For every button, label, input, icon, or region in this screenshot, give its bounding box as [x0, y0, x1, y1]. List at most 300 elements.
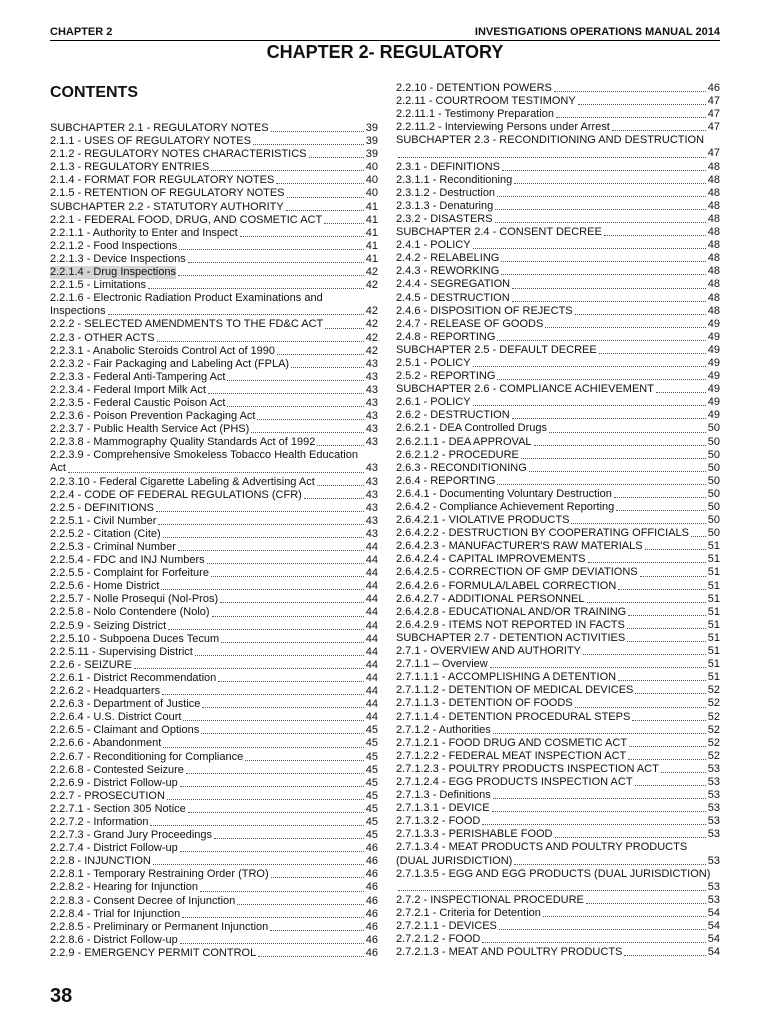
toc-entry[interactable] — [396, 200, 720, 213]
toc-entry[interactable] — [50, 881, 378, 894]
toc-entry[interactable] — [50, 476, 378, 489]
dot-leader — [277, 354, 364, 355]
dot-leader — [162, 694, 364, 695]
dot-leader — [691, 536, 706, 537]
toc-entry[interactable] — [396, 789, 720, 802]
toc-entry-title: 2.6.4.2.7 - ADDITIONAL PERSONNEL — [396, 592, 585, 605]
toc-entry[interactable] — [396, 161, 720, 174]
toc-entry[interactable] — [50, 384, 378, 397]
dot-leader — [317, 445, 363, 446]
toc-entry[interactable] — [396, 278, 720, 291]
toc-entry[interactable] — [396, 409, 720, 422]
toc-entry[interactable] — [396, 711, 720, 724]
toc-entry[interactable] — [396, 881, 720, 894]
toc-entry-page: 45 — [365, 763, 378, 776]
toc-entry[interactable] — [50, 214, 378, 227]
toc-entry[interactable] — [50, 410, 378, 423]
toc-left-column — [50, 122, 378, 960]
toc-entry[interactable] — [50, 489, 378, 502]
toc-entry-title: 2.2.5.9 - Seizing District — [50, 619, 167, 632]
toc-entry[interactable] — [50, 436, 378, 449]
toc-entry[interactable] — [50, 502, 378, 515]
toc-entry-page: 47 — [707, 108, 720, 121]
toc-entry[interactable] — [50, 541, 378, 554]
toc-entry-page: 50 — [707, 474, 720, 487]
dot-leader — [512, 288, 706, 289]
toc-entry[interactable] — [396, 606, 720, 619]
dot-leader — [545, 327, 705, 328]
toc-entry[interactable] — [396, 855, 720, 868]
toc-entry[interactable] — [50, 764, 378, 777]
toc-entry[interactable] — [396, 318, 720, 331]
toc-entry[interactable] — [396, 121, 720, 134]
toc-entry[interactable] — [396, 553, 720, 566]
toc-entry[interactable] — [396, 475, 720, 488]
dot-leader — [200, 891, 364, 892]
toc-entry-page: 39 — [365, 122, 378, 134]
dot-leader — [495, 222, 706, 223]
toc-entry[interactable] — [50, 803, 378, 816]
dot-leader — [207, 563, 364, 564]
toc-entry-title: 2.7.1.2.3 - POULTRY PRODUCTS INSPECTION ACT — [396, 762, 659, 775]
toc-entry[interactable] — [396, 514, 720, 527]
toc-entry-page: 49 — [707, 409, 720, 422]
dot-leader — [473, 405, 706, 406]
contents-heading: CONTENTS — [50, 84, 138, 101]
toc-entry[interactable] — [50, 201, 378, 214]
toc-entry[interactable] — [50, 646, 378, 659]
toc-entry[interactable] — [396, 239, 720, 252]
toc-entry-title: 2.2.8.5 - Preliminary or Permanent Injunction — [50, 920, 269, 933]
toc-entry-title: 2.3.2 - DISASTERS — [396, 212, 493, 225]
toc-entry-title: 2.4.7 - RELEASE OF GOODS — [396, 317, 544, 330]
toc-entry-title: SUBCHAPTER 2.2 - STATUTORY AUTHORITY — [50, 200, 284, 213]
toc-entry[interactable] — [396, 566, 720, 579]
toc-entry-title: 2.2.5.11 - Supervising District — [50, 645, 193, 658]
toc-entry-title: 2.7.1.1.2 - DETENTION OF MEDICAL DEVICES — [396, 684, 634, 697]
toc-entry-page: 51 — [707, 592, 720, 605]
toc-entry-title: SUBCHAPTER 2.6 - COMPLIANCE ACHIEVEMENT — [396, 383, 654, 396]
toc-entry[interactable] — [50, 449, 378, 462]
toc-entry[interactable] — [396, 396, 720, 409]
dot-leader — [153, 864, 364, 865]
toc-entry-title: 2.5.1 - POLICY — [396, 356, 471, 369]
toc-entry[interactable] — [50, 292, 378, 305]
toc-entry-page: 50 — [707, 527, 720, 540]
toc-entry-page: 42 — [365, 305, 378, 318]
dot-leader — [555, 837, 706, 838]
dot-leader — [325, 328, 364, 329]
dot-leader — [183, 720, 363, 721]
toc-entry-page: 52 — [707, 749, 720, 762]
toc-entry[interactable] — [50, 161, 378, 174]
toc-entry[interactable] — [396, 697, 720, 710]
toc-entry[interactable] — [396, 750, 720, 763]
toc-entry-title: 2.7.1.1 – Overview — [396, 658, 488, 671]
toc-entry[interactable] — [396, 383, 720, 396]
toc-entry[interactable] — [50, 659, 378, 672]
dot-leader — [156, 511, 364, 512]
toc-entry[interactable] — [50, 528, 378, 541]
toc-entry[interactable] — [50, 371, 378, 384]
toc-entry[interactable] — [396, 187, 720, 200]
toc-entry-title: 2.1.1 - USES OF REGULATORY NOTES — [50, 135, 251, 148]
toc-entry[interactable] — [50, 620, 378, 633]
toc-entry-page: 54 — [707, 920, 720, 932]
toc-entry-page: 43 — [365, 475, 378, 488]
toc-entry-page: 41 — [365, 200, 378, 213]
toc-entry[interactable] — [396, 776, 720, 789]
toc-entry-page: 51 — [707, 645, 720, 658]
toc-entry[interactable] — [396, 841, 720, 854]
dot-leader — [201, 733, 364, 734]
toc-entry[interactable] — [50, 816, 378, 829]
toc-entry[interactable] — [396, 828, 720, 841]
toc-entry-page: 45 — [365, 737, 378, 750]
toc-entry[interactable] — [396, 684, 720, 697]
toc-entry[interactable] — [50, 266, 378, 279]
toc-entry[interactable] — [50, 567, 378, 580]
dot-leader — [512, 301, 706, 302]
toc-entry[interactable] — [50, 698, 378, 711]
dot-leader — [220, 602, 364, 603]
toc-entry-page: 41 — [365, 252, 378, 265]
toc-entry-page: 52 — [707, 684, 720, 697]
toc-entry[interactable] — [396, 501, 720, 514]
dot-leader — [575, 314, 706, 315]
toc-entry-page: 43 — [365, 462, 378, 475]
dot-leader — [502, 170, 706, 171]
toc-entry[interactable] — [396, 580, 720, 593]
toc-entry-title: 2.2.1.2 - Food Inspections — [50, 239, 178, 252]
dot-leader — [575, 707, 706, 708]
toc-entry[interactable] — [396, 920, 720, 933]
dot-leader — [157, 341, 364, 342]
toc-entry[interactable] — [50, 253, 378, 266]
toc-entry[interactable] — [50, 515, 378, 528]
toc-entry[interactable] — [396, 174, 720, 187]
dot-leader — [554, 91, 706, 92]
toc-entry[interactable] — [50, 187, 378, 200]
dot-leader — [227, 380, 363, 381]
toc-entry-title: 2.6.2 - DESTRUCTION — [396, 409, 510, 422]
toc-entry[interactable] — [396, 147, 720, 160]
toc-entry[interactable] — [50, 593, 378, 606]
dot-leader — [398, 890, 706, 891]
toc-entry[interactable] — [50, 777, 378, 790]
toc-entry[interactable] — [396, 737, 720, 750]
toc-entry[interactable] — [396, 645, 720, 658]
toc-entry[interactable] — [50, 934, 378, 947]
toc-entry-title: (DUAL JURISDICTION) — [396, 854, 513, 867]
toc-entry[interactable] — [50, 947, 378, 960]
dot-leader — [645, 549, 706, 550]
toc-entry[interactable] — [50, 148, 378, 161]
toc-entry[interactable] — [396, 802, 720, 815]
toc-entry-title: 2.6.4.2.6 - FORMULA/LABEL CORRECTION — [396, 579, 617, 592]
toc-entry-title: 2.2.11.1 - Testimony Preparation — [396, 108, 554, 121]
dot-leader — [158, 524, 363, 525]
toc-entry[interactable] — [50, 868, 378, 881]
toc-entry-title: 2.2.1.4 - Drug Inspections — [50, 266, 176, 279]
dot-leader — [587, 602, 706, 603]
dot-leader — [180, 786, 364, 787]
toc-entry-page: 43 — [365, 357, 378, 370]
toc-entry[interactable] — [50, 895, 378, 908]
toc-entry[interactable] — [396, 95, 720, 108]
toc-entry[interactable] — [396, 632, 720, 645]
toc-entry-page: 44 — [365, 619, 378, 632]
toc-entry[interactable] — [50, 737, 378, 750]
toc-entry[interactable] — [396, 894, 720, 907]
toc-entry[interactable] — [396, 462, 720, 475]
toc-entry-title: 2.7.1.1.3 - DETENTION OF FOODS — [396, 697, 573, 710]
toc-entry[interactable] — [50, 790, 378, 803]
toc-entry[interactable] — [50, 358, 378, 371]
toc-entry-page: 49 — [707, 343, 720, 356]
toc-entry[interactable] — [50, 606, 378, 619]
toc-entry[interactable] — [50, 685, 378, 698]
toc-entry[interactable] — [50, 711, 378, 724]
toc-entry-page: 49 — [707, 396, 720, 409]
dot-leader — [108, 314, 364, 315]
toc-entry-page: 48 — [707, 199, 720, 212]
dot-leader — [180, 851, 364, 852]
toc-entry[interactable] — [396, 305, 720, 318]
toc-entry-title: 2.2.6.2 - Headquarters — [50, 685, 161, 698]
toc-entry-page: 49 — [707, 330, 720, 343]
toc-entry-page: 51 — [707, 618, 720, 631]
dot-leader — [211, 576, 364, 577]
dot-leader — [134, 668, 364, 669]
toc-entry[interactable] — [396, 82, 720, 95]
toc-entry[interactable] — [50, 580, 378, 593]
toc-entry[interactable] — [50, 423, 378, 436]
toc-entry-page: 52 — [707, 697, 720, 710]
dot-leader — [276, 183, 363, 184]
toc-entry[interactable] — [396, 907, 720, 920]
toc-entry-title: 2.3.1.2 - Destruction — [396, 186, 496, 199]
toc-entry-page: 45 — [365, 815, 378, 828]
toc-entry-page: 41 — [365, 239, 378, 252]
dot-leader — [202, 707, 363, 708]
toc-entry[interactable] — [50, 751, 378, 764]
toc-entry-title: 2.4.8 - REPORTING — [396, 330, 496, 343]
toc-entry-title: 2.2.5.5 - Complaint for Forfeiture — [50, 567, 209, 580]
toc-entry[interactable] — [50, 227, 378, 240]
toc-entry-title: 2.2.8.4 - Trial for Injunction — [50, 907, 181, 920]
toc-entry[interactable] — [396, 226, 720, 239]
toc-entry[interactable] — [50, 135, 378, 148]
dot-leader — [627, 641, 706, 642]
toc-entry[interactable] — [50, 305, 378, 318]
toc-entry[interactable] — [396, 436, 720, 449]
toc-entry[interactable] — [396, 527, 720, 540]
toc-entry[interactable] — [50, 633, 378, 646]
toc-entry[interactable] — [396, 357, 720, 370]
toc-entry[interactable] — [396, 134, 720, 147]
toc-entry-page: 44 — [365, 645, 378, 658]
toc-entry[interactable] — [50, 174, 378, 187]
toc-entry[interactable] — [396, 619, 720, 632]
toc-entry-page: 49 — [707, 383, 720, 396]
toc-entry-title: 2.7.1.3.3 - PERISHABLE FOOD — [396, 828, 553, 841]
toc-entry[interactable] — [50, 345, 378, 358]
toc-entry[interactable] — [50, 279, 378, 292]
toc-entry[interactable] — [396, 658, 720, 671]
chapter-title: CHAPTER 2- REGULATORY — [266, 42, 504, 62]
toc-entry[interactable] — [50, 842, 378, 855]
dot-leader — [571, 523, 705, 524]
toc-entry[interactable] — [50, 397, 378, 410]
dot-leader — [163, 747, 363, 748]
dot-leader — [178, 550, 364, 551]
toc-entry-page: 52 — [707, 723, 720, 736]
dot-leader — [588, 562, 706, 563]
toc-entry-title: 2.2.6.5 - Claimant and Options — [50, 724, 200, 737]
toc-entry[interactable] — [50, 908, 378, 921]
toc-entry-page: 42 — [365, 279, 378, 292]
toc-entry-title: 2.7.1.3.5 - EGG AND EGG PRODUCTS (DUAL JURISDICTION) — [396, 867, 711, 880]
toc-entry[interactable] — [396, 815, 720, 828]
toc-entry[interactable] — [50, 318, 378, 331]
toc-entry[interactable] — [396, 868, 720, 881]
toc-entry-page: 51 — [707, 658, 720, 671]
toc-entry-title: 2.2.8 - INJUNCTION — [50, 855, 151, 868]
toc-entry-page: 44 — [365, 554, 378, 567]
dot-leader — [178, 275, 364, 276]
toc-entry[interactable] — [50, 462, 378, 475]
toc-entry[interactable] — [396, 724, 720, 737]
toc-entry-page: 46 — [365, 855, 378, 868]
toc-entry[interactable] — [50, 122, 378, 135]
toc-entry[interactable] — [50, 855, 378, 868]
toc-entry-title: 2.2.11 - COURTROOM TESTIMONY — [396, 95, 576, 108]
toc-entry-title: 2.6.2.1 - DEA Controlled Drugs — [396, 422, 548, 435]
toc-entry[interactable] — [50, 829, 378, 842]
toc-entry[interactable] — [396, 422, 720, 435]
toc-entry-title: 2.2.1.6 - Electronic Radiation Product Examinations and — [50, 292, 323, 305]
dot-leader — [309, 157, 364, 158]
dot-leader — [521, 458, 706, 459]
toc-entry[interactable] — [396, 370, 720, 383]
toc-entry-page: 46 — [365, 894, 378, 907]
dot-leader — [188, 812, 364, 813]
toc-entry[interactable] — [396, 488, 720, 501]
dot-leader — [578, 104, 706, 105]
toc-entry[interactable] — [396, 213, 720, 226]
toc-entry-title: 2.7.2.1.3 - MEAT AND POULTRY PRODUCTS — [396, 946, 623, 959]
toc-entry[interactable] — [50, 921, 378, 934]
dot-leader — [182, 917, 364, 918]
toc-entry-page: 43 — [365, 527, 378, 540]
toc-entry-page: 39 — [365, 148, 378, 161]
toc-entry-title: 2.2.11.2 - Interviewing Persons under Arrest — [396, 121, 610, 134]
toc-entry-title: 2.6.2.1.2 - PROCEDURE — [396, 448, 519, 461]
dot-leader — [514, 864, 705, 865]
toc-entry-title: 2.2.6 - SEIZURE — [50, 658, 132, 671]
dot-leader — [656, 392, 706, 393]
toc-entry-page: 46 — [365, 933, 378, 946]
dot-leader — [287, 197, 364, 198]
toc-entry-title: 2.2.8.1 - Temporary Restraining Order (TRO) — [50, 868, 269, 881]
toc-entry-page: 52 — [707, 736, 720, 749]
dot-leader — [549, 432, 706, 433]
toc-entry-page: 47 — [707, 147, 720, 160]
dot-leader — [543, 916, 706, 917]
toc-entry-title: 2.6.2.1.1 - DEA APPROVAL — [396, 435, 532, 448]
toc-entry-title: 2.2.5.8 - Nolo Contendere (Nolo) — [50, 606, 210, 619]
dot-leader — [627, 628, 706, 629]
toc-entry-title: 2.1.5 - RETENTION OF REGULATORY NOTES — [50, 187, 285, 200]
dot-leader — [499, 929, 706, 930]
toc-entry-title: 2.3.1.3 - Denaturing — [396, 199, 494, 212]
toc-entry-title: 2.7.1.3 - Definitions — [396, 789, 491, 802]
toc-entry-title: 2.4.4 - SEGREGATION — [396, 278, 511, 291]
toc-entry-page: 44 — [365, 658, 378, 671]
toc-entry[interactable] — [396, 108, 720, 121]
toc-entry-title: 2.2.3.3 - Federal Anti-Tampering Act — [50, 370, 226, 383]
toc-entry-page: 45 — [365, 776, 378, 789]
toc-entry-title: 2.4.6 - DISPOSITION OF REJECTS — [396, 304, 573, 317]
toc-entry-title: 2.6.4.2.3 - MANUFACTURER'S RAW MATERIALS — [396, 540, 643, 553]
toc-entry[interactable] — [396, 671, 720, 684]
dot-leader — [501, 261, 705, 262]
toc-entry[interactable] — [396, 449, 720, 462]
toc-entry[interactable] — [396, 292, 720, 305]
toc-entry[interactable] — [396, 265, 720, 278]
toc-entry-page: 46 — [365, 842, 378, 855]
toc-entry[interactable] — [396, 933, 720, 946]
dot-leader — [497, 340, 705, 341]
dot-leader — [640, 576, 706, 577]
toc-entry[interactable] — [396, 252, 720, 265]
toc-entry[interactable] — [396, 593, 720, 606]
toc-entry-page: 42 — [365, 266, 378, 279]
toc-entry[interactable] — [50, 240, 378, 253]
toc-entry-title: 2.2.1 - FEDERAL FOOD, DRUG, AND COSMETIC ACT — [50, 213, 323, 226]
toc-entry[interactable] — [396, 763, 720, 776]
toc-entry-page: 48 — [707, 186, 720, 199]
toc-entry-title: 2.2.3.10 - Federal Cigarette Labeling & Advertising Act — [50, 475, 315, 488]
toc-entry-title: 2.7.1.2.4 - EGG PRODUCTS INSPECTION ACT — [396, 775, 633, 788]
toc-entry-page: 43 — [365, 396, 378, 409]
toc-entry-title: 2.6.4.2 - Compliance Achievement Reporting — [396, 501, 615, 513]
toc-entry-title: 2.2.5.10 - Subpoena Duces Tecum — [50, 632, 220, 645]
toc-entry-title: 2.7.1 - OVERVIEW AND AUTHORITY — [396, 645, 582, 658]
toc-entry-title: Act — [50, 462, 66, 475]
toc-entry-page: 51 — [707, 566, 720, 579]
toc-entry[interactable] — [396, 344, 720, 357]
toc-entry[interactable] — [396, 946, 720, 959]
toc-entry[interactable] — [50, 672, 378, 685]
toc-entry[interactable] — [50, 554, 378, 567]
dot-leader — [304, 498, 364, 499]
toc-entry[interactable] — [50, 332, 378, 345]
toc-entry-page: 48 — [707, 226, 720, 239]
toc-entry-page: 45 — [365, 724, 378, 737]
toc-entry[interactable] — [396, 540, 720, 553]
toc-entry[interactable] — [50, 724, 378, 737]
dot-leader — [218, 681, 363, 682]
toc-entry-page: 48 — [707, 212, 720, 225]
toc-entry-title: 2.7.2 - INSPECTIONAL PROCEDURE — [396, 893, 584, 906]
toc-entry-page: 39 — [365, 135, 378, 148]
toc-entry-title: 2.2.6.8 - Contested Seizure — [50, 763, 184, 776]
toc-entry-title: 2.7.1.3.1 - DEVICE — [396, 802, 490, 815]
toc-entry-title: 2.2.3.7 - Public Health Service Act (PHS) — [50, 423, 250, 436]
toc-entry[interactable] — [396, 331, 720, 344]
